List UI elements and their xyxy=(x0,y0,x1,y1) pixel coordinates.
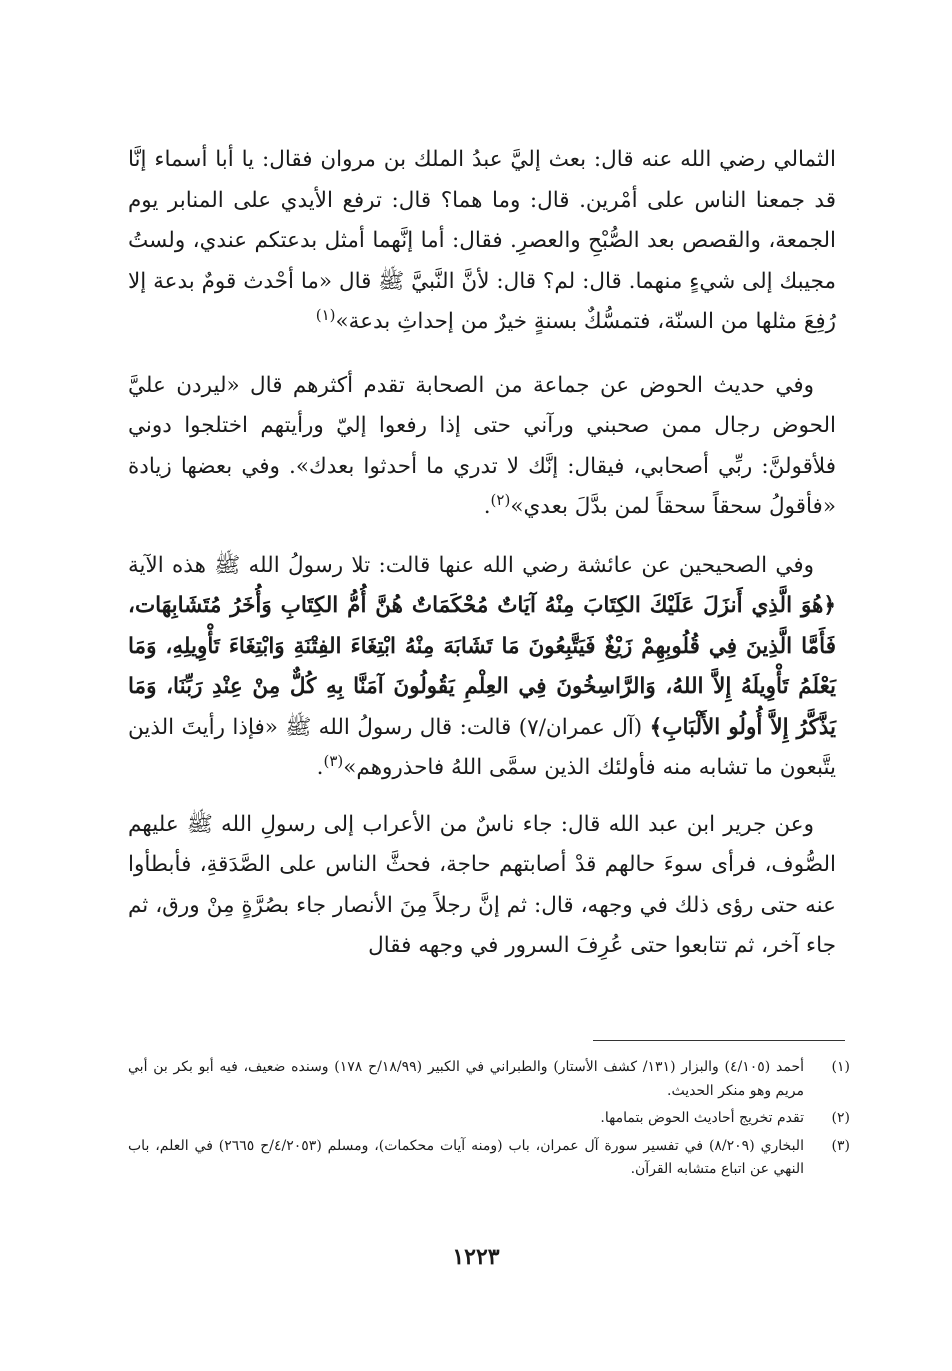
footnote xyxy=(128,1107,850,1131)
paragraph-text: (آل عمران/٧) قالت: قال رسولُ الله ﷺ «فإذا رأيتَ الذين يتَّبعون ما تشابه منه فأولئك الذين سمَّى اللهُ فاحذروهم» xyxy=(128,714,836,780)
paragraph: وفي الصحيحين عن عائشة رضي الله عنها قالت: تلا رسولُ الله ﷺ هذه الآية ﴿هُوَ الَّذِي أَنزَلَ عَلَيْكَ الكِتَابَ مِنْهُ آيَاتٌ مُحْكَمَاتٌ هُنَّ أُمُّ الكِتَابِ وَأُخَرُ مُتَشَابِهَات، فَأَمَّا الَّذِينَ فِي قُلُوبِهِمْ زَيْغٌ فَيَتَّبِعُونَ مَا تَشَابَهَ مِنْهُ ابْتِغَاءَ الفِتْنَةِ وَابْتِغَاءَ تَأْوِيلِهِ، وَمَا يَعْلَمُ تَأْوِيلَهُ إِلاَّ اللهُ، وَالرَّاسِخُونَ فِي العِلْمِ يَقُولُونَ آمَنَّا بِهِ كُلٌّ مِنْ عِنْدِ رَبِّنَا، وَمَا يَذَّكَّرُ إِلاَّ أُولُو الأَلْبَابِ﴾ (آل عمران/٧) قالت: قال رسولُ الله ﷺ «فإذا رأيتَ الذين يتَّبعون ما تشابه منه فأولئك الذين سمَّى اللهُ فاحذروهم»$^{(٣)}$. xyxy=(128,552,837,780)
footnote xyxy=(128,1056,850,1103)
paragraph xyxy=(128,805,836,967)
footnote-ref: (١) xyxy=(315,305,336,324)
paragraph: وفي حديث الحوض عن جماعة من الصحابة تقدم أكثرهم قال «ليردن عليَّ الحوض رجال ممن صحبني ورآني حتى إذا رفعوا إليّ ورأيتهم اختلجوا دوني فلأقولنَّ: ربِّي أصحابي، فيقال: إنَّك لا تدري ما أحدثوا بعدك». وفي بعضها زيادة «فأقولُ سحقاً سحقاً لمن بدَّلَ بعدي»$^{(٢)}$. xyxy=(128,372,836,519)
footnotes xyxy=(128,1056,850,1186)
footnote-ref: (٢) xyxy=(490,490,511,509)
paragraph-text: الثمالي رضي الله عنه قال: بعث إليَّ عبدُ الملك بن مروان فقال: يا أبا أسماء إنَّا قد جمعنا الناس على أمْرين. قال: وما هما؟ قال: ترفع الأيدي على المنابر يوم الجمعة، والقصص بعد الصُّبْحِ والعصرِ. فقال: أما إنَّهما أمثل بدعتكم عندي، ولستُ مجيبك إلى شيءٍ منهما. قال: لم؟ قال: لأنَّ النَّبيَّ ﷺ قال «ما أحْدث قومٌ بدعة إلا رُفِعَ مثلها من السنّة، فتمسُّكٌ بسنةٍ خيرٌ من إحداثِ بدعة» xyxy=(128,147,836,334)
footnote-number: (٢) xyxy=(831,1110,850,1126)
footnote-text: أحمد (٤/١٠٥) والبزار (١٣١/ كشف الأستار) والطبراني في الكبير (١٨/٩٩/ح ١٧٨) وسنده ضعيف، فيه أبو بكر بن أبي مريم وهو منكر الحديث. xyxy=(128,1059,804,1099)
footnote-separator xyxy=(593,1040,845,1041)
footnote-text: تقدم تخريج أحاديث الحوض بتمامها. xyxy=(600,1110,804,1126)
footnote xyxy=(128,1135,850,1182)
main-text xyxy=(128,140,836,967)
paragraph-text: وفي حديث الحوض عن جماعة من الصحابة تقدم أكثرهم قال «ليردن عليَّ الحوض رجال ممن صحبني ورآني حتى إذا رفعوا إليّ ورأيتهم اختلجوا دوني فلأقولنَّ: ربِّي أصحابي، فيقال: إنَّك لا تدري ما أحدثوا بعدك». وفي بعضها زيادة «فأقولُ سحقاً سحقاً لمن بدَّلَ بعدي» xyxy=(128,372,836,519)
footnote-ref: (٣) xyxy=(323,751,344,770)
footnote-number: (٣) xyxy=(831,1137,850,1154)
paragraph-text: وفي الصحيحين عن عائشة رضي الله عنها قالت: تلا رسولُ الله ﷺ هذه الآية xyxy=(128,552,814,578)
footnote-number: (١) xyxy=(831,1059,850,1075)
paragraph xyxy=(128,140,836,343)
quran-verse: ﴿هُوَ الَّذِي أَنزَلَ عَلَيْكَ الكِتَابَ مِنْهُ آيَاتٌ مُحْكَمَاتٌ هُنَّ أُمُّ الكِتَابِ وَأُخَرُ مُتَشَابِهَات، فَأَمَّا الَّذِينَ فِي قُلُوبِهِمْ زَيْغٌ فَيَتَّبِعُونَ مَا تَشَابَهَ مِنْهُ ابْتِغَاءَ الفِتْنَةِ وَابْتِغَاءَ تَأْوِيلِهِ، وَمَا يَعْلَمُ تَأْوِيلَهُ إِلاَّ اللهُ، وَالرَّاسِخُونَ فِي العِلْمِ يَقُولُونَ آمَنَّا بِهِ كُلٌّ مِنْ عِنْدِ رَبِّنَا، وَمَا يَذَّكَّرُ إِلاَّ أُولُو الأَلْبَابِ﴾ xyxy=(128,593,837,740)
page-number: ١٢٢٣ xyxy=(452,1244,500,1270)
paragraph-text: وعن جرير ابن عبد الله قال: جاء ناسٌ من الأعراب إلى رسولِ الله ﷺ عليهم الصُّوف، فرأى سوءَ حالهم قدْ أصابتهم حاجة، فحثَّ الناس على الصَّدَقةِ، فأبطأوا عنه حتى رؤى ذلك في وجهه، قال: ثم إنَّ رجلاً مِنَ الأنصار جاء بصُرَّةٍ مِنْ ورق، ثم جاء آخر، ثم تتابعوا حتى عُرِفَ السرور في وجهه فقال xyxy=(128,811,836,958)
footnote-text: البخاري (٨/٢٠٩) في تفسير سورة آل عمران، باب (ومنه آيات محكمات)، ومسلم (٤/٢٠٥٣/ح ٢٦٦٥) في العلم، باب النهي عن اتباع متشابه القرآن. xyxy=(128,1137,804,1177)
